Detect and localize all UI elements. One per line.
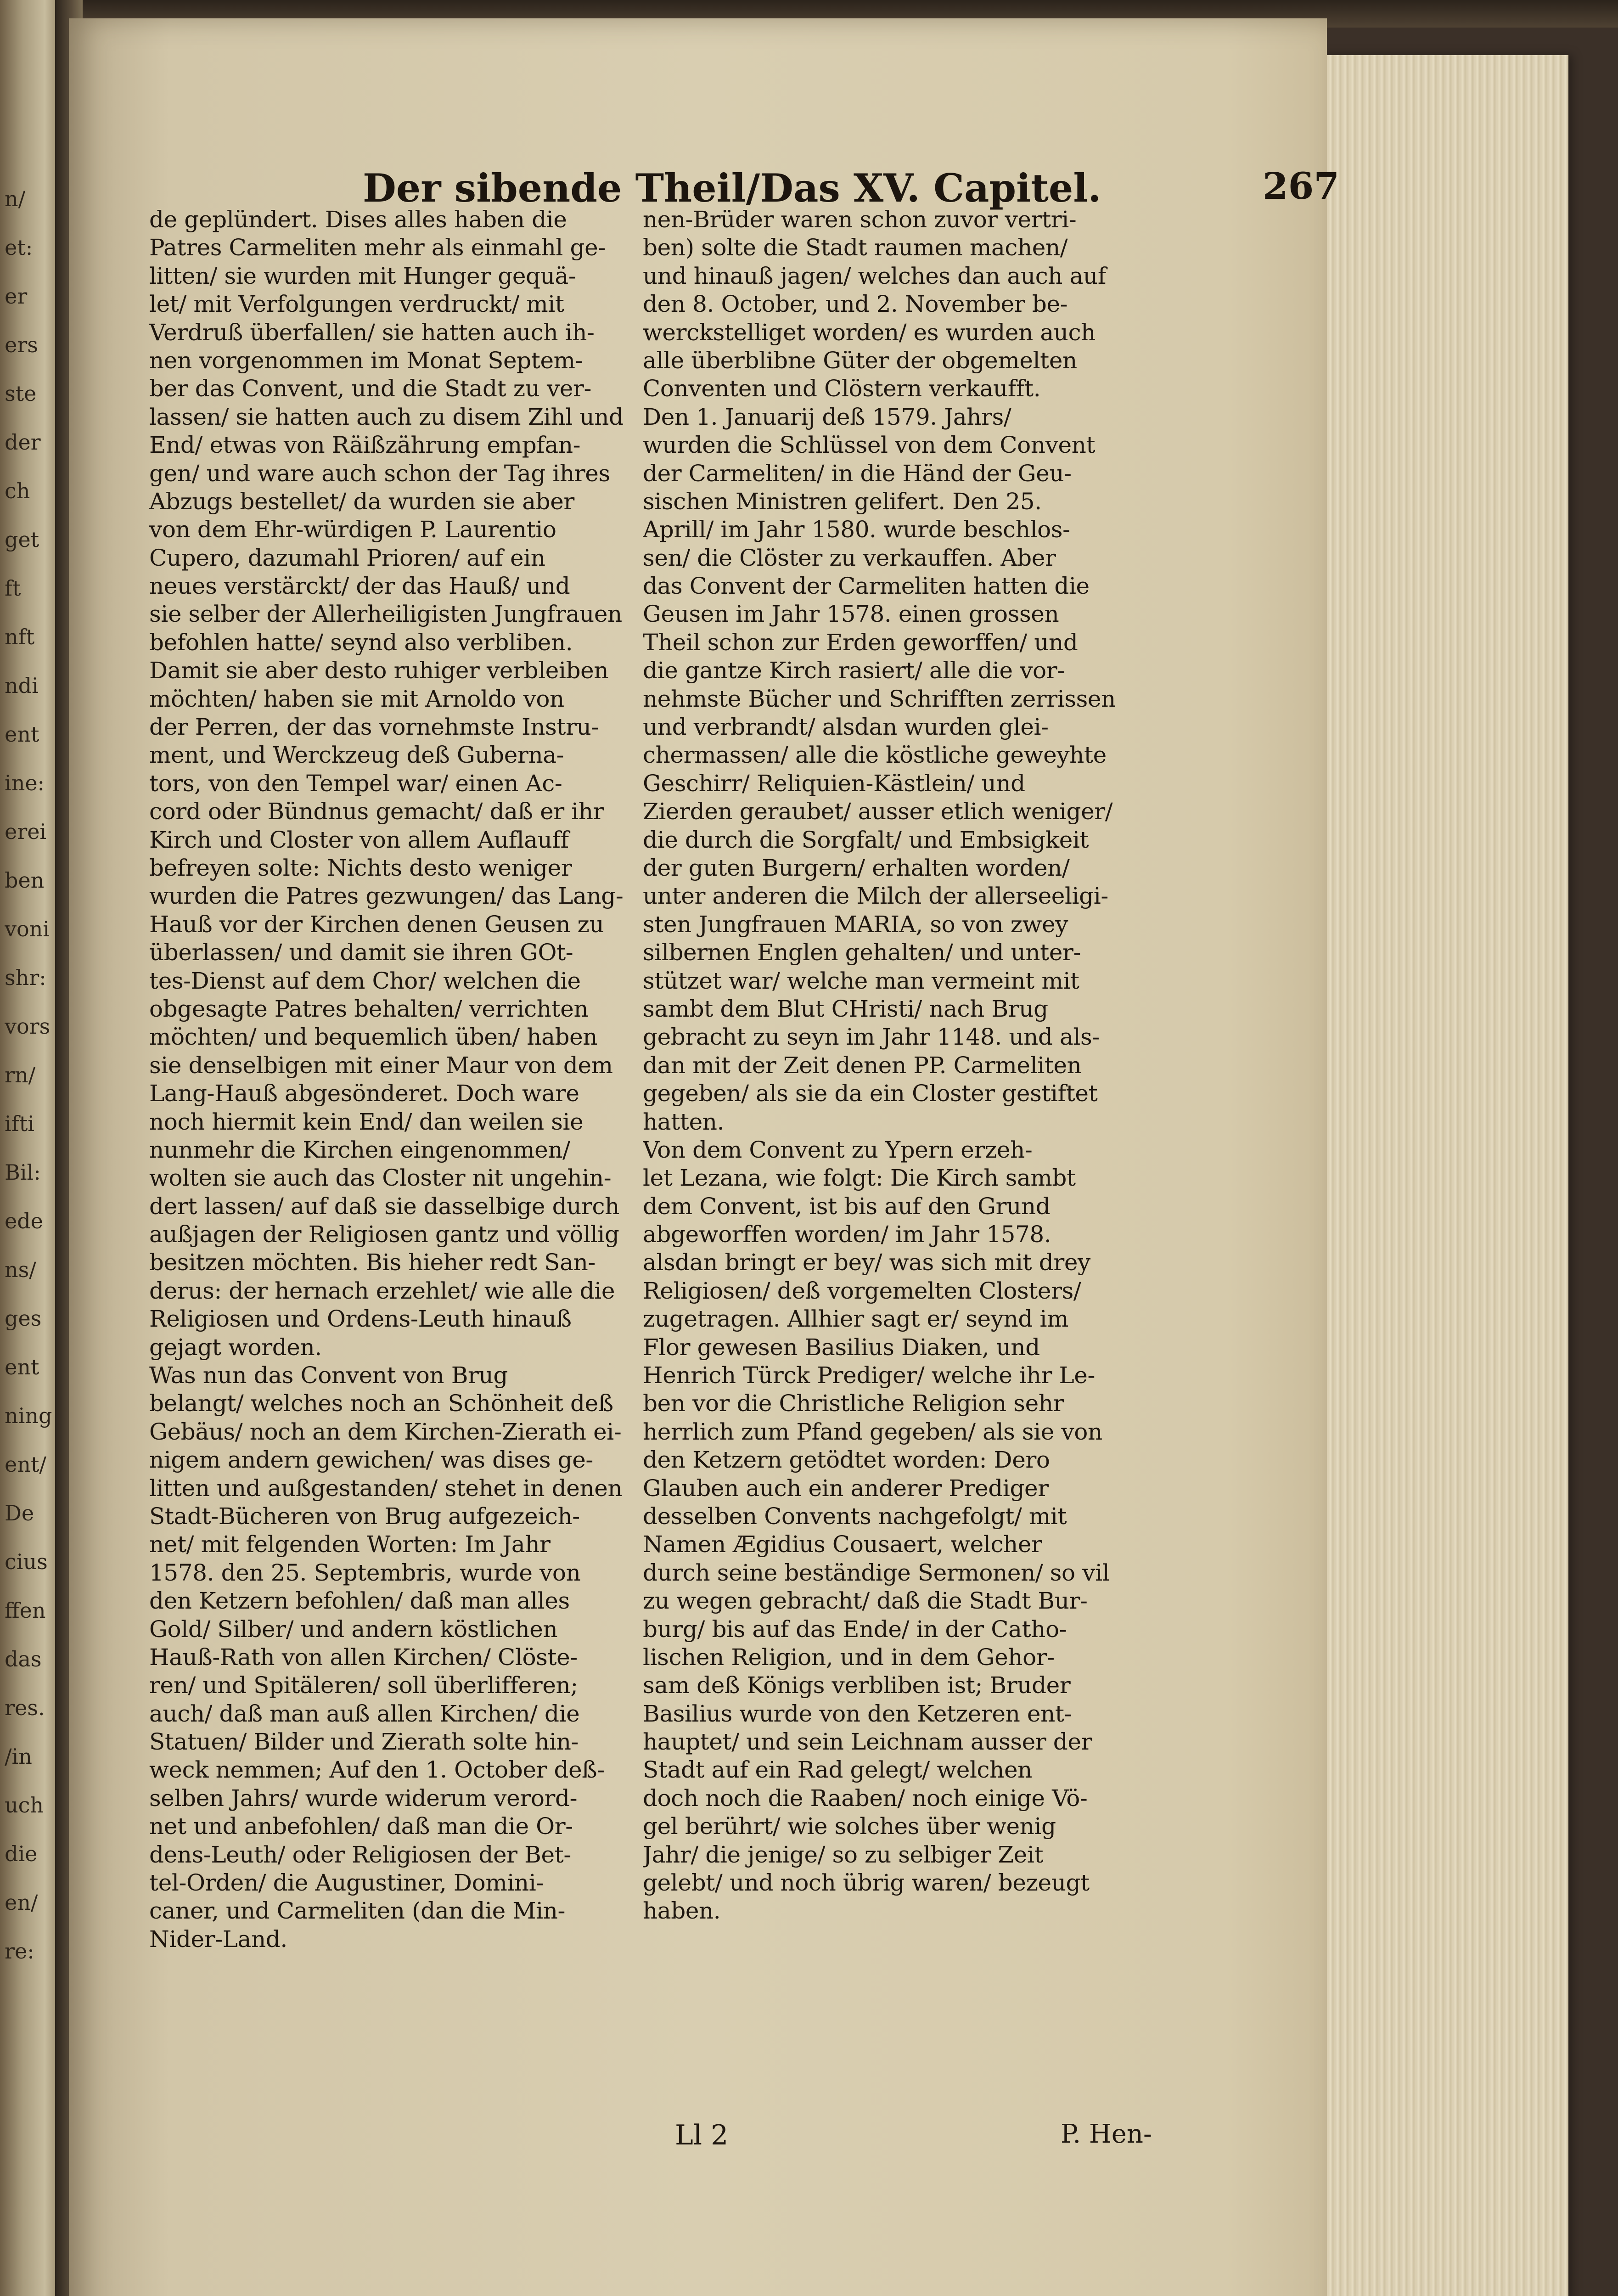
- text-line: 1578. den 25. Septembris, wurde von: [149, 1559, 581, 1586]
- text-line: der Perren, der das vornehmste Instru-: [149, 714, 599, 741]
- text-line: dert lassen/ auf daß sie dasselbige durch: [149, 1193, 619, 1220]
- text-line: werckstelliget worden/ es wurden auch: [643, 319, 1096, 346]
- text-line: derus: der hernach erzehlet/ wie alle die: [149, 1277, 615, 1304]
- prev-page-fragment: ges: [5, 1306, 42, 1331]
- text-line: gelebt/ und noch übrig waren/ bezeugt: [643, 1869, 1090, 1896]
- text-line: besitzen möchten. Bis hieher redt San-: [149, 1249, 596, 1276]
- prev-page-fragment: get: [5, 527, 39, 552]
- text-line: nen vorgenommen im Monat Septem-: [149, 347, 583, 374]
- prev-page-fragment: ent/: [5, 1452, 46, 1477]
- text-line: von dem Ehr-würdigen P. Laurentio: [149, 516, 556, 543]
- text-line: nen-Brüder waren schon zuvor vertri-: [643, 206, 1077, 233]
- text-line: gebracht zu seyn im Jahr 1148. und als-: [643, 1024, 1100, 1051]
- prev-page-fragment: ifti: [5, 1111, 34, 1136]
- text-line: Hauß-Rath von allen Kirchen/ Clöste-: [149, 1643, 578, 1671]
- prev-page-fragment: en/: [5, 1890, 38, 1915]
- text-line: Theil schon zur Erden geworffen/ und: [643, 629, 1078, 656]
- text-line: Zierden geraubet/ ausser etlich weniger/: [643, 798, 1113, 825]
- text-line: das Convent der Carmeliten hatten die: [643, 573, 1090, 600]
- text-line: weck nemmen; Auf den 1. October deß-: [149, 1756, 605, 1784]
- prev-page-fragment: n/: [5, 186, 26, 211]
- text-line: tors, von den Tempel war/ einen Ac-: [149, 770, 562, 797]
- text-line: End/ etwas von Räißzährung empfan-: [149, 432, 581, 459]
- text-line: wurden die Patres gezwungen/ das Lang-: [149, 883, 624, 910]
- text-line: Henrich Türck Prediger/ welche ihr Le-: [643, 1362, 1095, 1389]
- text-line: ben) solte die Stadt raumen machen/: [643, 234, 1068, 261]
- prev-page-fragment: ns/: [5, 1257, 36, 1282]
- text-line: wolten sie auch das Closter nit ungehin-: [149, 1165, 612, 1192]
- text-line: dem Convent, ist bis auf den Grund: [643, 1193, 1051, 1220]
- prev-page-fragment: erei: [5, 819, 47, 844]
- catchword: P. Hen-: [1061, 2119, 1152, 2149]
- text-line: den Ketzern getödtet worden: Dero: [643, 1446, 1050, 1474]
- prev-page-fragment: De: [5, 1501, 34, 1525]
- prev-page-fragment: /in: [5, 1744, 32, 1769]
- text-line: Von dem Convent zu Ypern erzeh-: [643, 1136, 1033, 1163]
- prev-page-fragment: et:: [5, 235, 33, 260]
- text-line: Cupero, dazumahl Prioren/ auf ein: [149, 544, 545, 571]
- text-line: Glauben auch ein anderer Prediger: [643, 1474, 1049, 1502]
- text-line: Stadt auf ein Rad gelegt/ welchen: [643, 1756, 1032, 1784]
- text-line: Damit sie aber desto ruhiger verbleiben: [149, 657, 609, 684]
- prev-page-fragment: voni: [5, 917, 50, 941]
- text-line: den Ketzern befohlen/ daß man alles: [149, 1587, 570, 1615]
- text-line: herrlich zum Pfand gegeben/ als sie von: [643, 1418, 1102, 1445]
- text-line: net/ mit felgenden Worten: Im Jahr: [149, 1531, 551, 1558]
- prev-page-fragment: uch: [5, 1793, 44, 1818]
- prev-page-fragment: re:: [5, 1939, 34, 1964]
- text-line: nehmste Bücher und Schrifften zerrissen: [643, 685, 1116, 712]
- prev-page-fragment: nft: [5, 625, 35, 649]
- text-line: Conventen und Clöstern verkaufft.: [643, 375, 1041, 402]
- text-line: und hinauß jagen/ welches dan auch auf: [643, 262, 1106, 289]
- text-line: gen/ und ware auch schon der Tag ihres: [149, 460, 610, 487]
- prev-page-fragment: ch: [5, 478, 30, 503]
- text-line: unter anderen die Milch der allerseeligi-: [643, 883, 1108, 910]
- text-line: Geusen im Jahr 1578. einen grossen: [643, 601, 1059, 628]
- text-line: caner, und Carmeliten (dan die Min-: [149, 1897, 566, 1925]
- text-line: obgesagte Patres behalten/ verrichten: [149, 995, 589, 1022]
- text-line: haben.: [643, 1897, 721, 1925]
- previous-page-text-fragments: [5, 174, 55, 2149]
- text-line: sen/ die Clöster zu verkauffen. Aber: [643, 544, 1056, 571]
- text-line: Basilius wurde von den Ketzeren ent-: [643, 1700, 1072, 1727]
- text-line: gejagt worden.: [149, 1334, 322, 1361]
- text-line: den 8. October, und 2. November be-: [643, 291, 1068, 318]
- text-line: stützet war/ welche man vermeint mit: [643, 967, 1079, 994]
- signature-mark: Ll 2: [675, 2119, 729, 2151]
- text-line: lassen/ sie hatten auch zu disem Zihl und: [149, 403, 624, 430]
- text-line: neues verstärckt/ der das Hauß/ und: [149, 573, 570, 600]
- text-line: silbernen Englen gehalten/ und unter-: [643, 939, 1081, 966]
- text-line: burg/ bis auf das Ende/ in der Catho-: [643, 1615, 1067, 1643]
- prev-page-fragment: ent: [5, 1355, 39, 1379]
- text-line: abgeworffen worden/ im Jahr 1578.: [643, 1221, 1051, 1248]
- text-line: ren/ und Spitäleren/ soll überlifferen;: [149, 1672, 578, 1699]
- text-line: ber das Convent, und die Stadt zu ver-: [149, 375, 592, 402]
- text-line: cord oder Bündnus gemacht/ daß er ihr: [149, 798, 604, 825]
- text-line: lischen Religion, und in dem Gehor-: [643, 1643, 1055, 1671]
- prev-page-fragment: ede: [5, 1209, 43, 1233]
- text-line: sten Jungfrauen MARIA, so von zwey: [643, 911, 1068, 938]
- text-line: Nider-Land.: [149, 1925, 287, 1953]
- text-line: alle überblibne Güter der obgemelten: [643, 347, 1077, 374]
- prev-page-fragment: shr:: [5, 965, 46, 990]
- text-line: sischen Ministren gelifert. Den 25.: [643, 488, 1042, 515]
- text-line: Statuen/ Bilder und Zierath solte hin-: [149, 1728, 579, 1756]
- text-line: gel berührt/ wie solches über wenig: [643, 1813, 1056, 1840]
- text-line: wurden die Schlüssel von dem Convent: [643, 432, 1096, 459]
- text-line: befohlen hatte/ seynd also verbliben.: [149, 629, 573, 656]
- text-line: litten und außgestanden/ stehet in denen: [149, 1474, 623, 1502]
- text-line: nunmehr die Kirchen eingenommen/: [149, 1136, 570, 1163]
- text-line: Verdruß überfallen/ sie hatten auch ih-: [149, 319, 595, 346]
- text-line: durch seine beständige Sermonen/ so vil: [643, 1559, 1110, 1586]
- text-line: der Carmeliten/ in die Händ der Geu-: [643, 460, 1072, 487]
- prev-page-fragment: ben: [5, 868, 45, 893]
- page-block-edge: [1318, 55, 1568, 2296]
- prev-page-fragment: ning: [5, 1403, 52, 1428]
- prev-page-fragment: ste: [5, 381, 37, 406]
- text-line: zu wegen gebracht/ daß die Stadt Bur-: [643, 1587, 1088, 1615]
- text-line: Was nun das Convent von Brug: [149, 1362, 508, 1389]
- text-line: Patres Carmeliten mehr als einmahl ge-: [149, 234, 606, 261]
- text-line: sambt dem Blut CHristi/ nach Brug: [643, 995, 1048, 1022]
- prev-page-fragment: die: [5, 1841, 38, 1866]
- text-line: sie selber der Allerheiligisten Jungfrauen: [149, 601, 622, 628]
- text-line: desselben Convents nachgefolgt/ mit: [643, 1503, 1067, 1530]
- text-line: hatten.: [643, 1108, 725, 1135]
- text-line: sie denselbigen mit einer Maur von dem: [149, 1052, 613, 1079]
- text-line: ment, und Werckzeug deß Guberna-: [149, 742, 564, 769]
- text-line: ben vor die Christliche Religion sehr: [643, 1390, 1064, 1417]
- left-text-column: [149, 206, 645, 1953]
- text-line: möchten/ haben sie mit Arnoldo von: [149, 685, 564, 712]
- text-line: belangt/ welches noch an Schönheit deß: [149, 1390, 613, 1417]
- prev-page-fragment: ndi: [5, 673, 39, 698]
- text-line: Jahr/ die jenige/ so zu selbiger Zeit: [643, 1841, 1044, 1868]
- text-line: Lang-Hauß abgesönderet. Doch ware: [149, 1080, 579, 1107]
- text-line: alsdan bringt er bey/ was sich mit drey: [643, 1249, 1090, 1276]
- text-line: und verbrandt/ alsdan wurden glei-: [643, 714, 1049, 741]
- prev-page-fragment: ft: [5, 576, 21, 601]
- text-line: Gebäus/ noch an dem Kirchen-Zierath ei-: [149, 1418, 622, 1445]
- text-line: Religiosen/ deß vorgemelten Closters/: [643, 1277, 1081, 1304]
- previous-page-edge: [0, 0, 64, 2296]
- text-line: überlassen/ und damit sie ihren GOt-: [149, 939, 573, 966]
- text-line: nigem andern gewichen/ was dises ge-: [149, 1446, 593, 1474]
- running-head: Der sibende Theil/Das XV. Capitel.: [363, 165, 1101, 211]
- text-line: Flor gewesen Basilius Diaken, und: [643, 1334, 1040, 1361]
- text-line: dan mit der Zeit denen PP. Carmeliten: [643, 1052, 1082, 1079]
- prev-page-fragment: ent: [5, 722, 39, 747]
- prev-page-fragment: der: [5, 430, 41, 455]
- text-line: auch/ daß man auß allen Kirchen/ die: [149, 1700, 580, 1727]
- text-line: Kirch und Closter von allem Auflauff: [149, 826, 569, 853]
- text-line: möchten/ und bequemlich üben/ haben: [149, 1024, 598, 1051]
- text-line: doch noch die Raaben/ noch einige Vö-: [643, 1784, 1088, 1812]
- prev-page-fragment: res.: [5, 1695, 45, 1720]
- text-line: Geschirr/ Reliquien-Kästlein/ und: [643, 770, 1025, 797]
- text-line: Aprill/ im Jahr 1580. wurde beschlos-: [643, 516, 1070, 543]
- prev-page-fragment: rn/: [5, 1063, 36, 1087]
- text-line: selben Jahrs/ wurde widerum verord-: [149, 1784, 578, 1812]
- page-number: 267: [1263, 164, 1339, 208]
- text-line: sam deß Königs verbliben ist; Bruder: [643, 1672, 1071, 1699]
- prev-page-fragment: Bil:: [5, 1160, 41, 1185]
- text-line: Gold/ Silber/ und andern köstlichen: [149, 1615, 558, 1643]
- prev-page-fragment: ffen: [5, 1598, 46, 1623]
- text-line: Den 1. Januarij deß 1579. Jahrs/: [643, 403, 1011, 430]
- prev-page-fragment: cius: [5, 1549, 48, 1574]
- text-line: Religiosen und Ordens-Leuth hinauß: [149, 1306, 572, 1333]
- text-line: die gantze Kirch rasiert/ alle die vor-: [643, 657, 1065, 684]
- text-line: Namen Ægidius Cousaert, welcher: [643, 1531, 1042, 1558]
- text-line: Stadt-Bücheren von Brug aufgezeich-: [149, 1503, 580, 1530]
- text-line: außjagen der Religiosen gantz und völlig: [149, 1221, 619, 1248]
- text-line: gegeben/ als sie da ein Closter gestiftet: [643, 1080, 1098, 1107]
- prev-page-fragment: ers: [5, 332, 38, 357]
- prev-page-fragment: er: [5, 284, 28, 309]
- prev-page-fragment: das: [5, 1647, 42, 1671]
- text-line: die durch die Sorgfalt/ und Embsigkeit: [643, 826, 1089, 853]
- text-line: der guten Burgern/ erhalten worden/: [643, 854, 1070, 881]
- text-line: zugetragen. Allhier sagt er/ seynd im: [643, 1306, 1069, 1333]
- text-line: net und anbefohlen/ daß man die Or-: [149, 1813, 573, 1840]
- text-line: hauptet/ und sein Leichnam ausser der: [643, 1728, 1092, 1756]
- text-line: chermassen/ alle die köstliche geweyhte: [643, 742, 1107, 769]
- book-page: [69, 18, 1339, 2296]
- text-line: befreyen solte: Nichts desto weniger: [149, 854, 572, 881]
- text-line: noch hiermit kein End/ dan weilen sie: [149, 1108, 584, 1135]
- text-line: let Lezana, wie folgt: Die Kirch sambt: [643, 1165, 1076, 1192]
- text-line: Abzugs bestellet/ da wurden sie aber: [149, 488, 574, 515]
- text-line: litten/ sie wurden mit Hunger gequä-: [149, 262, 576, 289]
- prev-page-fragment: vors: [5, 1014, 51, 1039]
- prev-page-fragment: ine:: [5, 771, 45, 795]
- text-line: tes-Dienst auf dem Chor/ welchen die: [149, 967, 581, 994]
- text-line: Hauß vor der Kirchen denen Geusen zu: [149, 911, 604, 938]
- text-line: tel-Orden/ die Augustiner, Domini-: [149, 1869, 544, 1896]
- text-line: dens-Leuth/ oder Religiosen der Bet-: [149, 1841, 571, 1868]
- text-line: let/ mit Verfolgungen verdruckt/ mit: [149, 291, 564, 318]
- right-text-column: [643, 206, 1139, 1925]
- text-line: de geplündert. Dises alles haben die: [149, 206, 567, 233]
